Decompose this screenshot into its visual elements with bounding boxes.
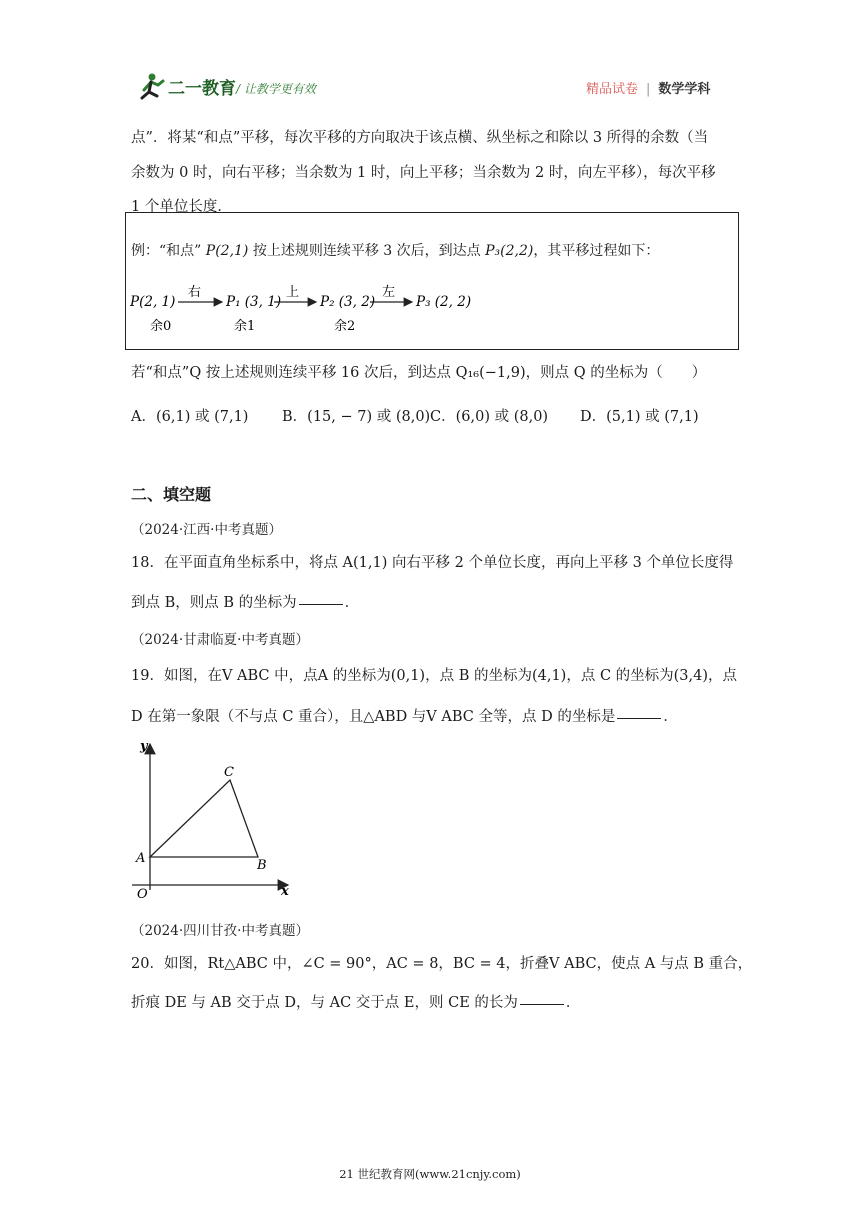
logo-text: 二一教育 [168,79,236,99]
q20-line-2-text: 折痕 DE 与 AB 交于点 D，与 AC 交于点 E，则 CE 的长为 [131,995,518,1011]
example-point-p: P(2,1) [205,243,249,259]
q17-option-d [580,410,699,425]
header-separator: | [646,82,651,97]
q19-figure [128,738,298,900]
q17-option-a-label: A． [131,409,156,425]
q17-question: 若“和点”Q 按上述规则连续平移 16 次后，到达点 Q₁₆(−1,9)，则点 Q 的坐标为（ ） [131,365,707,381]
q18-line-1: 18．在平面直角坐标系中，将点 A(1,1) 向右平移 2 个单位长度，再向上平移 3 个单位长度得 [131,555,734,571]
q17-option-a-text: (6,1) 或 (7,1) [155,409,249,425]
q18-line-2 [131,596,359,611]
step-1-point: P₁ (3, 1) [226,294,282,310]
step-3-point: P₃ (2, 2) [416,294,472,310]
q18-answer-blank[interactable] [299,604,343,605]
q20-line-2 [131,996,580,1011]
q20-answer-blank[interactable] [520,1004,564,1005]
step-0-dir: 右 [188,285,202,300]
q17-option-d-label: D． [580,409,607,425]
step-2-point: P₂ (3, 2) [320,294,376,310]
point-c-label: C [224,765,234,780]
q19-line-2 [131,710,678,725]
step-1-rem: 余1 [234,319,256,334]
y-axis-label: y [140,739,148,754]
step-0-rem: 余0 [150,319,172,334]
point-a-label: A [136,851,146,866]
q17-option-c-label: C． [430,409,456,425]
q17-option-a [131,410,248,425]
q17-option-d-text: (5,1) 或 (7,1) [606,409,699,425]
step-2-dir: 左 [382,285,396,300]
q19-line-2-text: D 在第一象限（不与点 C 重合），且△ABD 与V ABC 全等，点 D 的坐标是 [131,709,616,725]
q17-option-b [282,410,430,425]
step-0-point: P(2, 1) [130,294,176,310]
example-text-b: 按上述规则连续平移 3 次后，到达点 [252,243,481,259]
q17-option-b-text: (15, − 7) 或 (8,0) [307,409,431,425]
q17-option-c [430,410,548,425]
q17-option-c-text: (6,0) 或 (8,0) [455,409,549,425]
page-footer[interactable]: 21 世纪教育网(www.21cnjy.com) [339,1167,521,1181]
q19-source: （2024·甘肃临夏·中考真题） [131,632,309,648]
q19-line-1: 19．如图，在V ABC 中，点A 的坐标为(0,1)，点 B 的坐标为(4,1)，点 C 的坐标为(3,4)，点 [131,668,738,684]
q20-line-1: 20．如图，Rt△ABC 中，∠C = 90°，AC = 8，BC = 4，折叠V ABC，使点 A 与点 B 重合， [131,956,753,972]
q19-answer-blank[interactable] [617,718,661,719]
q18-line-2-text: 到点 B，则点 B 的坐标为 [131,595,297,611]
intro-line-1: 点”．将某“和点”平移，每次平移的方向取决于该点横、纵坐标之和除以 3 所得的余数（当 [131,130,709,146]
brand-logo [138,70,348,104]
translation-process-diagram [126,282,486,338]
example-text-a: 例：“和点” [131,243,202,259]
example-text-c: ，其平移过程如下： [533,243,660,259]
triangle-abc [150,780,258,857]
q17-option-b-label: B． [282,409,308,425]
origin-label: O [137,887,148,900]
example-text [131,244,659,258]
point-b-label: B [257,858,267,873]
step-1-dir: 上 [286,285,300,300]
example-point-p3: P₃(2,2) [485,243,534,259]
section-title-fill-blank: 二、填空题 [131,485,212,504]
q18-end: ． [344,595,360,611]
header-tags [586,78,710,97]
x-axis-label: x [281,884,289,899]
header-tag-subject: 数学学科 [658,82,711,97]
intro-line-3: 1 个单位长度． [131,199,232,215]
q18-source: （2024·江西·中考真题） [131,522,282,538]
q20-end: ． [565,995,581,1011]
step-2-rem: 余2 [334,319,356,334]
intro-line-2: 余数为 0 时，向右平移；当余数为 1 时，向上平移；当余数为 2 时，向左平移），每次平移 [131,165,716,181]
logo-slogan: / 让教学更有效 [236,82,316,96]
q19-end: ． [663,709,678,725]
runner-icon [142,74,163,99]
q20-source: （2024·四川甘孜·中考真题） [131,923,309,939]
header-tag-premium: 精品试卷 [586,82,639,97]
